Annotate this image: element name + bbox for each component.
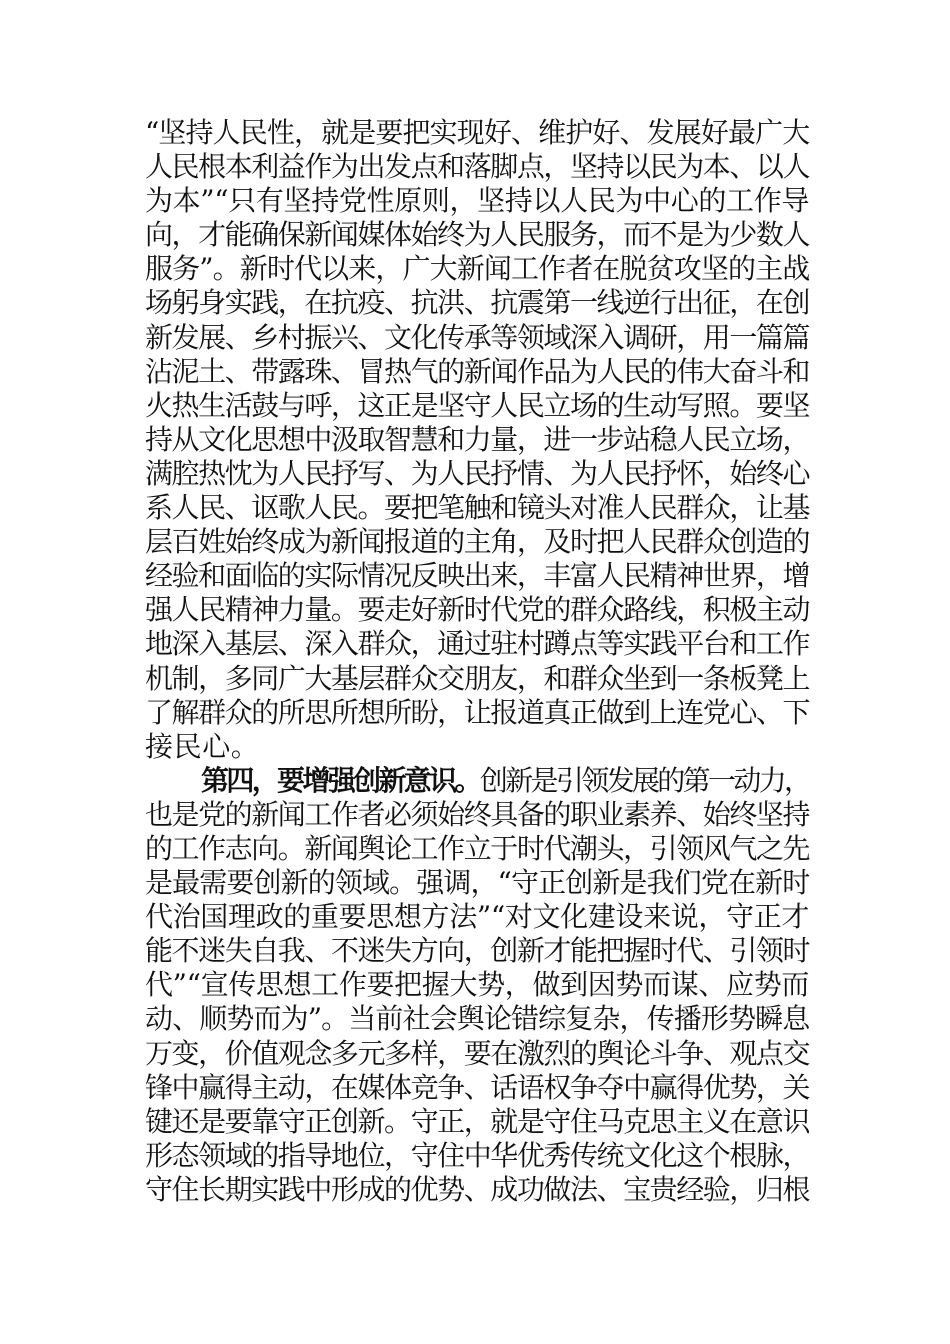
text-line: 火热生活鼓与呼，这正是坚守人民立场的生动写照。要坚	[145, 388, 810, 422]
text-line: 也是党的新闻工作者必须始终具备的职业素养、始终坚持	[145, 797, 810, 831]
text-line: 系人民、讴歌人民。要把笔触和镜头对准人民群众，让基	[145, 491, 810, 525]
text-line: 场躬身实践，在抗疫、抗洪、抗震第一线逆行出征，在创	[145, 286, 810, 320]
text-line: 了解群众的所思所想所盼，让报道真正做到上连党心、下	[145, 695, 810, 729]
paragraph-people-stance	[145, 116, 809, 764]
text-line: 层百姓始终成为新闻报道的主角，及时把人民群众创造的	[145, 525, 810, 559]
text-line: 沾泥土、带露珠、冒热气的新闻作品为人民的伟大奋斗和	[145, 354, 810, 388]
section-heading: 第四，要增强创新意识。	[201, 763, 480, 797]
text-line: 锋中赢得主动，在媒体竞争、话语权争夺中赢得优势，关	[145, 1070, 810, 1104]
text-line: 键还是要靠守正创新。守正，就是守住马克思主义在意识	[145, 1104, 810, 1138]
text-line: 代”“宣传思想工作要把握大势，做到因势而谋、应势而	[145, 968, 809, 1002]
paragraph-innovation	[145, 764, 809, 1207]
text-line: 持从文化思想中汲取智慧和力量，进一步站稳人民立场，	[145, 422, 810, 456]
document-body	[145, 116, 809, 1207]
text-line: 的工作志向。新闻舆论工作立于时代潮头，引领风气之先	[145, 831, 810, 865]
heading-line-rest: 创新是引领发展的第一动力，	[479, 763, 810, 797]
text-line: 是最需要创新的领域。强调，“守正创新是我们党在新时	[145, 866, 810, 900]
text-line: 人民根本利益作为出发点和落脚点，坚持以民为本、以人	[145, 150, 810, 184]
text-line: 服务”。新时代以来，广大新闻工作者在脱贫攻坚的主战	[145, 252, 810, 286]
text-line: 地深入基层、深入群众，通过驻村蹲点等实践平台和工作	[145, 627, 810, 661]
text-line: 为本”“只有坚持党性原则，坚持以人民为中心的工作导	[145, 184, 809, 218]
text-line: 满腔热忱为人民抒写、为人民抒情、为人民抒怀，始终心	[145, 456, 810, 490]
text-line: 新发展、乡村振兴、文化传承等领域深入调研，用一篇篇	[145, 320, 810, 354]
text-line: 万变，价值观念多元多样，要在激烈的舆论斗争、观点交	[145, 1036, 810, 1070]
text-line-with-heading	[145, 764, 809, 798]
text-line: 强人民精神力量。要走好新时代党的群众路线，积极主动	[145, 593, 810, 627]
text-line: 代治国理政的重要思想方法”“对文化建设来说，守正才	[145, 900, 809, 934]
text-line: 经验和面临的实际情况反映出来，丰富人民精神世界，增	[145, 559, 810, 593]
text-line: 守住长期实践中形成的优势、成功做法、宝贵经验，归根	[145, 1172, 810, 1206]
text-line: 机制，多同广大基层群众交朋友，和群众坐到一条板凳上	[145, 661, 810, 695]
text-line: 能不迷失自我、不迷失方向，创新才能把握时代、引领时	[145, 934, 810, 968]
text-line: 接民心。	[145, 729, 260, 763]
text-line: “坚持人民性，就是要把实现好、维护好、发展好最广大	[145, 116, 810, 149]
text-line: 形态领域的指导地位，守住中华优秀传统文化这个根脉，	[145, 1138, 810, 1172]
text-line: 动、顺势而为”。当前社会舆论错综复杂，传播形势瞬息	[145, 1002, 810, 1036]
text-line: 向，才能确保新闻媒体始终为人民服务，而不是为少数人	[145, 218, 810, 252]
